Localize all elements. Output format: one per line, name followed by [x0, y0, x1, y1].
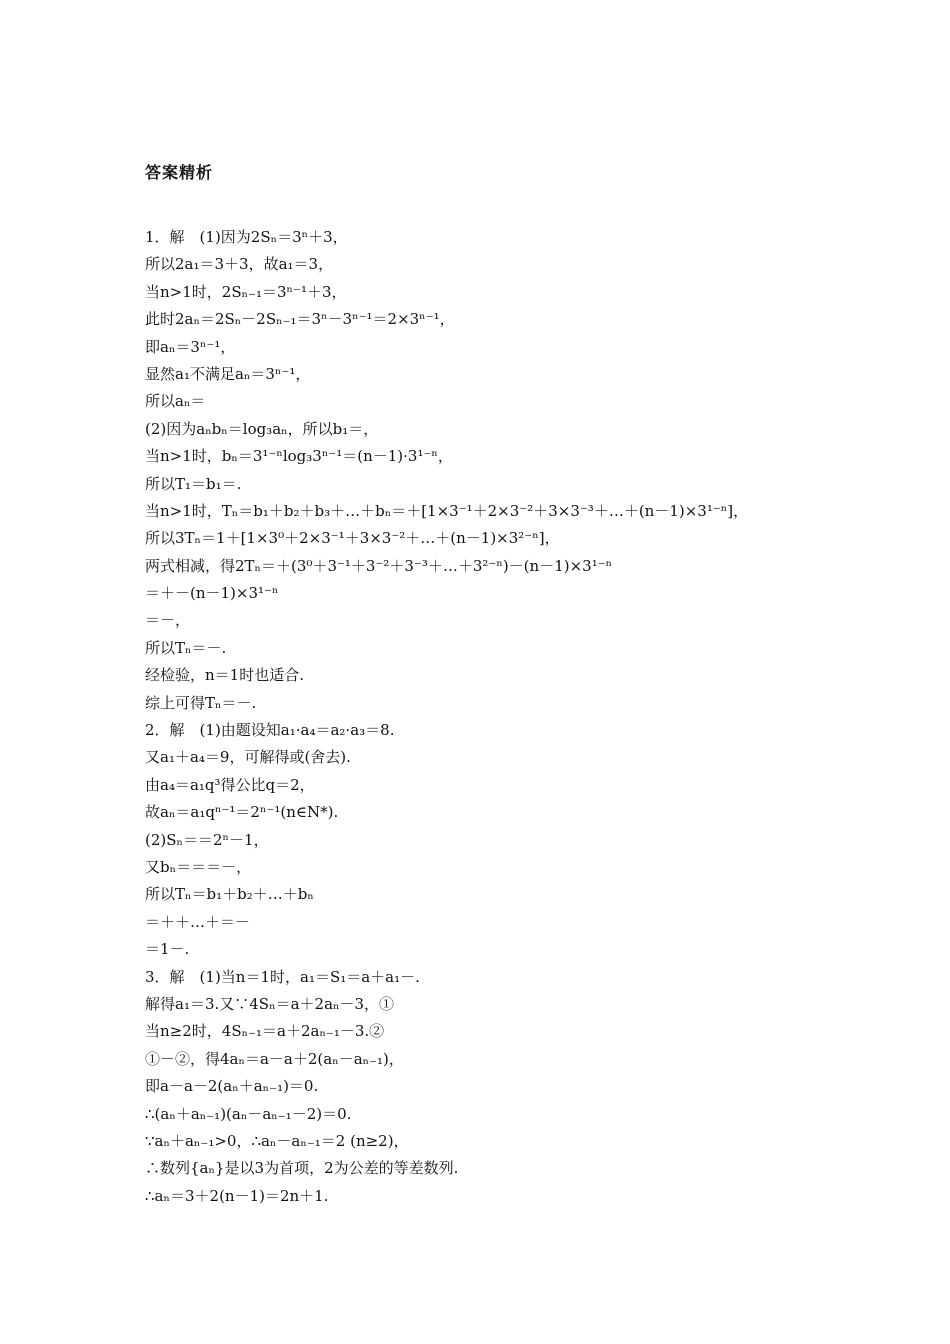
text-line: 经检验，n＝1时也适合.	[145, 666, 304, 685]
text-line: (2)Sₙ＝＝2ⁿ－1，	[145, 830, 269, 849]
text-line: ①－②，得4aₙ＝a－a＋2(aₙ－aₙ₋₁)，	[145, 1049, 404, 1068]
text-line: 当n≥2时，4Sₙ₋₁＝a＋2aₙ₋₁－3.②	[145, 1022, 385, 1041]
text-line: 所以2a₁＝3＋3，故a₁＝3，	[145, 255, 334, 274]
text-line: 当n>1时，bₙ＝3¹⁻ⁿlog₃3ⁿ⁻¹＝(n－1)·3¹⁻ⁿ，	[145, 447, 453, 466]
text-line: 显然a₁不满足aₙ＝3ⁿ⁻¹，	[145, 364, 311, 383]
text-line: (2)因为aₙbₙ＝log₃aₙ，所以b₁＝，	[145, 419, 379, 438]
text-line: 综上可得Tₙ＝－.	[145, 693, 257, 712]
text-line: 解得a₁＝3.又∵4Sₙ＝a＋2aₙ－3，①	[145, 994, 395, 1013]
text-line: ＝＋－(n－1)×3¹⁻ⁿ	[145, 584, 279, 603]
text-line: 所以3Tₙ＝1＋[1×3⁰＋2×3⁻¹＋3×3⁻²＋…＋(n－1)×3²⁻ⁿ]，	[145, 529, 560, 548]
text-line: 即aₙ＝3ⁿ⁻¹，	[145, 337, 236, 356]
text-line: 所以aₙ＝	[145, 392, 206, 411]
text-line: ∴aₙ＝3＋2(n－1)＝2n＋1.	[145, 1186, 329, 1205]
text-line: 故aₙ＝a₁qⁿ⁻¹＝2ⁿ⁻¹(n∈N*).	[145, 803, 339, 822]
text-line: 又bₙ＝＝＝－，	[145, 857, 252, 876]
text-line: 由a₄＝a₁q³得公比q＝2，	[145, 775, 315, 794]
text-line: 又a₁＋a₄＝9，可解得或(舍去).	[145, 748, 351, 767]
text-line: 此时2aₙ＝2Sₙ－2Sₙ₋₁＝3ⁿ－3ⁿ⁻¹＝2×3ⁿ⁻¹，	[145, 310, 455, 329]
text-line: 所以T₁＝b₁＝.	[145, 474, 242, 493]
text-line: 3．解 (1)当n＝1时，a₁＝S₁＝a＋a₁－.	[145, 967, 420, 986]
page-title: 答案精析	[145, 163, 214, 182]
text-line: ＝－，	[145, 611, 191, 630]
text-line: 2．解 (1)由题设知a₁·a₄＝a₂·a₃＝8.	[145, 721, 395, 740]
text-line: ∴数列{aₙ}是以3为首项，2为公差的等差数列.	[145, 1159, 459, 1178]
answer-lines	[145, 224, 845, 1210]
text-line: 所以Tₙ＝－.	[145, 638, 227, 657]
text-line: 所以Tₙ＝b₁＋b₂＋…＋bₙ	[145, 885, 314, 904]
text-line: 即a－a－2(aₙ＋aₙ₋₁)＝0.	[145, 1077, 319, 1096]
text-line: 1．解 (1)因为2Sₙ＝3ⁿ＋3，	[145, 228, 348, 246]
text-line: 当n>1时，Tₙ＝b₁＋b₂＋b₃＋…＋bₙ＝＋[1×3⁻¹＋2×3⁻²＋3×3⁻³＋…＋(n－1)×3¹⁻ⁿ]，	[145, 501, 749, 520]
text-line: 当n>1时，2Sₙ₋₁＝3ⁿ⁻¹＋3，	[145, 282, 347, 301]
text-line: ∵aₙ＋aₙ₋₁>0，∴aₙ－aₙ₋₁＝2 (n≥2)，	[145, 1131, 409, 1150]
text-line: ＝1－.	[145, 940, 190, 959]
text-line: 两式相减，得2Tₙ＝＋(3⁰＋3⁻¹＋3⁻²＋3⁻³＋…＋3²⁻ⁿ)－(n－1)×3¹⁻ⁿ	[145, 556, 613, 575]
text-line: ＝＋＋…＋＝－	[145, 912, 251, 931]
text-line: ∴(aₙ＋aₙ₋₁)(aₙ－aₙ₋₁－2)＝0.	[145, 1104, 352, 1123]
